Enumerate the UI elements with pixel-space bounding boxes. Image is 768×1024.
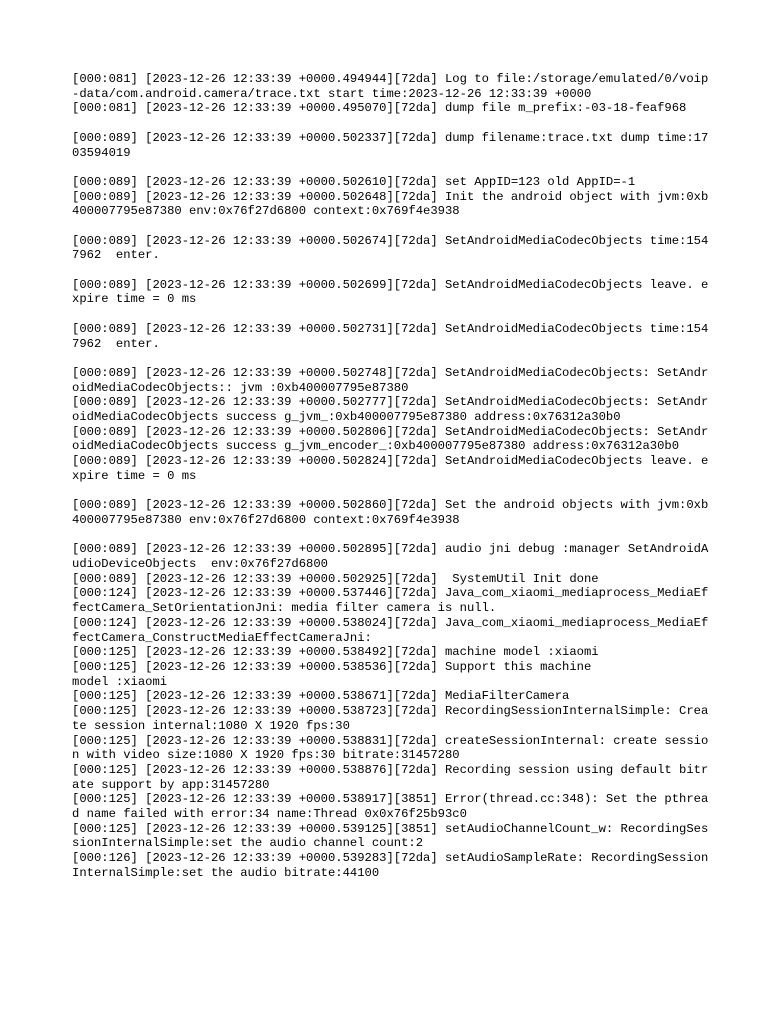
log-entry: [000:081] [2023-12-26 12:33:39 +0000.494944][72da] Log to file:/storage/emulated/0/voip-data/com.android.camera/trace.txt start time:2023-12-26 12:33:39 +0000: [72, 72, 709, 101]
log-entry: [000:126] [2023-12-26 12:33:39 +0000.539283][72da] setAudioSampleRate: RecordingSessionInternalSimple:set the audio bitrate:44100: [72, 851, 709, 880]
log-entry: [000:089] [2023-12-26 12:33:39 +0000.502925][72da] SystemUtil Init done: [72, 571, 599, 586]
blank-line: [72, 263, 712, 278]
blank-line: [72, 484, 712, 499]
log-entry: [000:089] [2023-12-26 12:33:39 +0000.502895][72da] audio jni debug :manager SetAndroidAudioDeviceObjects env:0x76f27d6800: [72, 542, 709, 572]
log-entry: [000:089] [2023-12-26 12:33:39 +0000.502337][72da] dump filename:trace.txt dump time:1703594019: [72, 130, 709, 160]
log-entry: [000:124] [2023-12-26 12:33:39 +0000.537446][72da] Java_com_xiaomi_mediaprocess_MediaEffectCamera_SetOrientationJni: media filter camera is null.: [72, 586, 709, 616]
log-entry: [000:124] [2023-12-26 12:33:39 +0000.538024][72da] Java_com_xiaomi_mediaprocess_MediaEffectCamera_ConstructMediaEffectCameraJni:: [72, 615, 709, 645]
log-entry: [000:125] [2023-12-26 12:33:39 +0000.539125][3851] setAudioChannelCount_w: RecordingSessionInternalSimple:set the audio channel count:2: [72, 821, 709, 851]
log-entry: [000:089] [2023-12-26 12:33:39 +0000.502699][72da] SetAndroidMediaCodecObjects leave. expire time = 0 ms: [72, 277, 709, 307]
blank-line: [72, 528, 712, 543]
log-entry: [000:089] [2023-12-26 12:33:39 +0000.502648][72da] Init the android object with jvm:0xb400007795e87380 env:0x76f27d6800 context:0x769f4e3938: [72, 189, 709, 219]
log-entry: [000:089] [2023-12-26 12:33:39 +0000.502610][72da] set AppID=123 old AppID=-1: [72, 174, 636, 189]
log-entry: [000:089] [2023-12-26 12:33:39 +0000.502806][72da] SetAndroidMediaCodecObjects: SetAndroidMediaCodecObjects success g_jvm_encoder_:0xb400007795e87380 address:0x76312a30b0: [72, 424, 709, 454]
log-entry: [000:089] [2023-12-26 12:33:39 +0000.502748][72da] SetAndroidMediaCodecObjects: SetAndroidMediaCodecObjects:: jvm :0xb400007795e87380: [72, 365, 709, 395]
log-entry: [000:089] [2023-12-26 12:33:39 +0000.502674][72da] SetAndroidMediaCodecObjects time:1547962 enter.: [72, 233, 709, 263]
log-document: [72, 72, 712, 881]
blank-line: [72, 219, 712, 234]
blank-line: [72, 307, 712, 322]
blank-line: [72, 160, 712, 175]
log-entry: [000:125] [2023-12-26 12:33:39 +0000.538917][3851] Error(thread.cc:348): Set the pthread name failed with error:34 name:Thread 0x0x76f25b93c0: [72, 792, 709, 822]
log-entry: [000:125] [2023-12-26 12:33:39 +0000.538831][72da] createSessionInternal: create session with video size:1080 X 1920 fps:30 bitrate:31457280: [72, 733, 709, 763]
log-entry: [000:125] [2023-12-26 12:33:39 +0000.538876][72da] Recording session using default bitrate support by app:31457280: [72, 762, 709, 792]
log-entry: [000:125] [2023-12-26 12:33:39 +0000.538492][72da] machine model :xiaomi: [72, 645, 599, 660]
blank-line: [72, 116, 712, 131]
log-entry: [000:125] [2023-12-26 12:33:39 +0000.538671][72da] MediaFilterCamera: [72, 689, 570, 704]
log-entry: [000:125] [2023-12-26 12:33:39 +0000.538536][72da] Support this machine model :xiaomi: [72, 660, 592, 689]
log-entry: [000:089] [2023-12-26 12:33:39 +0000.502860][72da] Set the android objects with jvm:0xb400007795e87380 env:0x76f27d6800 context:0x769f4e3938: [72, 498, 709, 527]
log-entry: [000:089] [2023-12-26 12:33:39 +0000.502777][72da] SetAndroidMediaCodecObjects: SetAndroidMediaCodecObjects success g_jvm_:0xb400007795e87380 address:0x76312a30b0: [72, 395, 709, 425]
blank-line: [72, 351, 712, 366]
log-entry: [000:089] [2023-12-26 12:33:39 +0000.502731][72da] SetAndroidMediaCodecObjects time:1547962 enter.: [72, 321, 709, 351]
log-entry: [000:089] [2023-12-26 12:33:39 +0000.502824][72da] SetAndroidMediaCodecObjects leave. expire time = 0 ms: [72, 454, 709, 483]
log-entry: [000:081] [2023-12-26 12:33:39 +0000.495070][72da] dump file m_prefix:-03-18-feaf968: [72, 101, 687, 116]
log-entry: [000:125] [2023-12-26 12:33:39 +0000.538723][72da] RecordingSessionInternalSimple: Create session internal:1080 X 1920 fps:30: [72, 704, 709, 733]
